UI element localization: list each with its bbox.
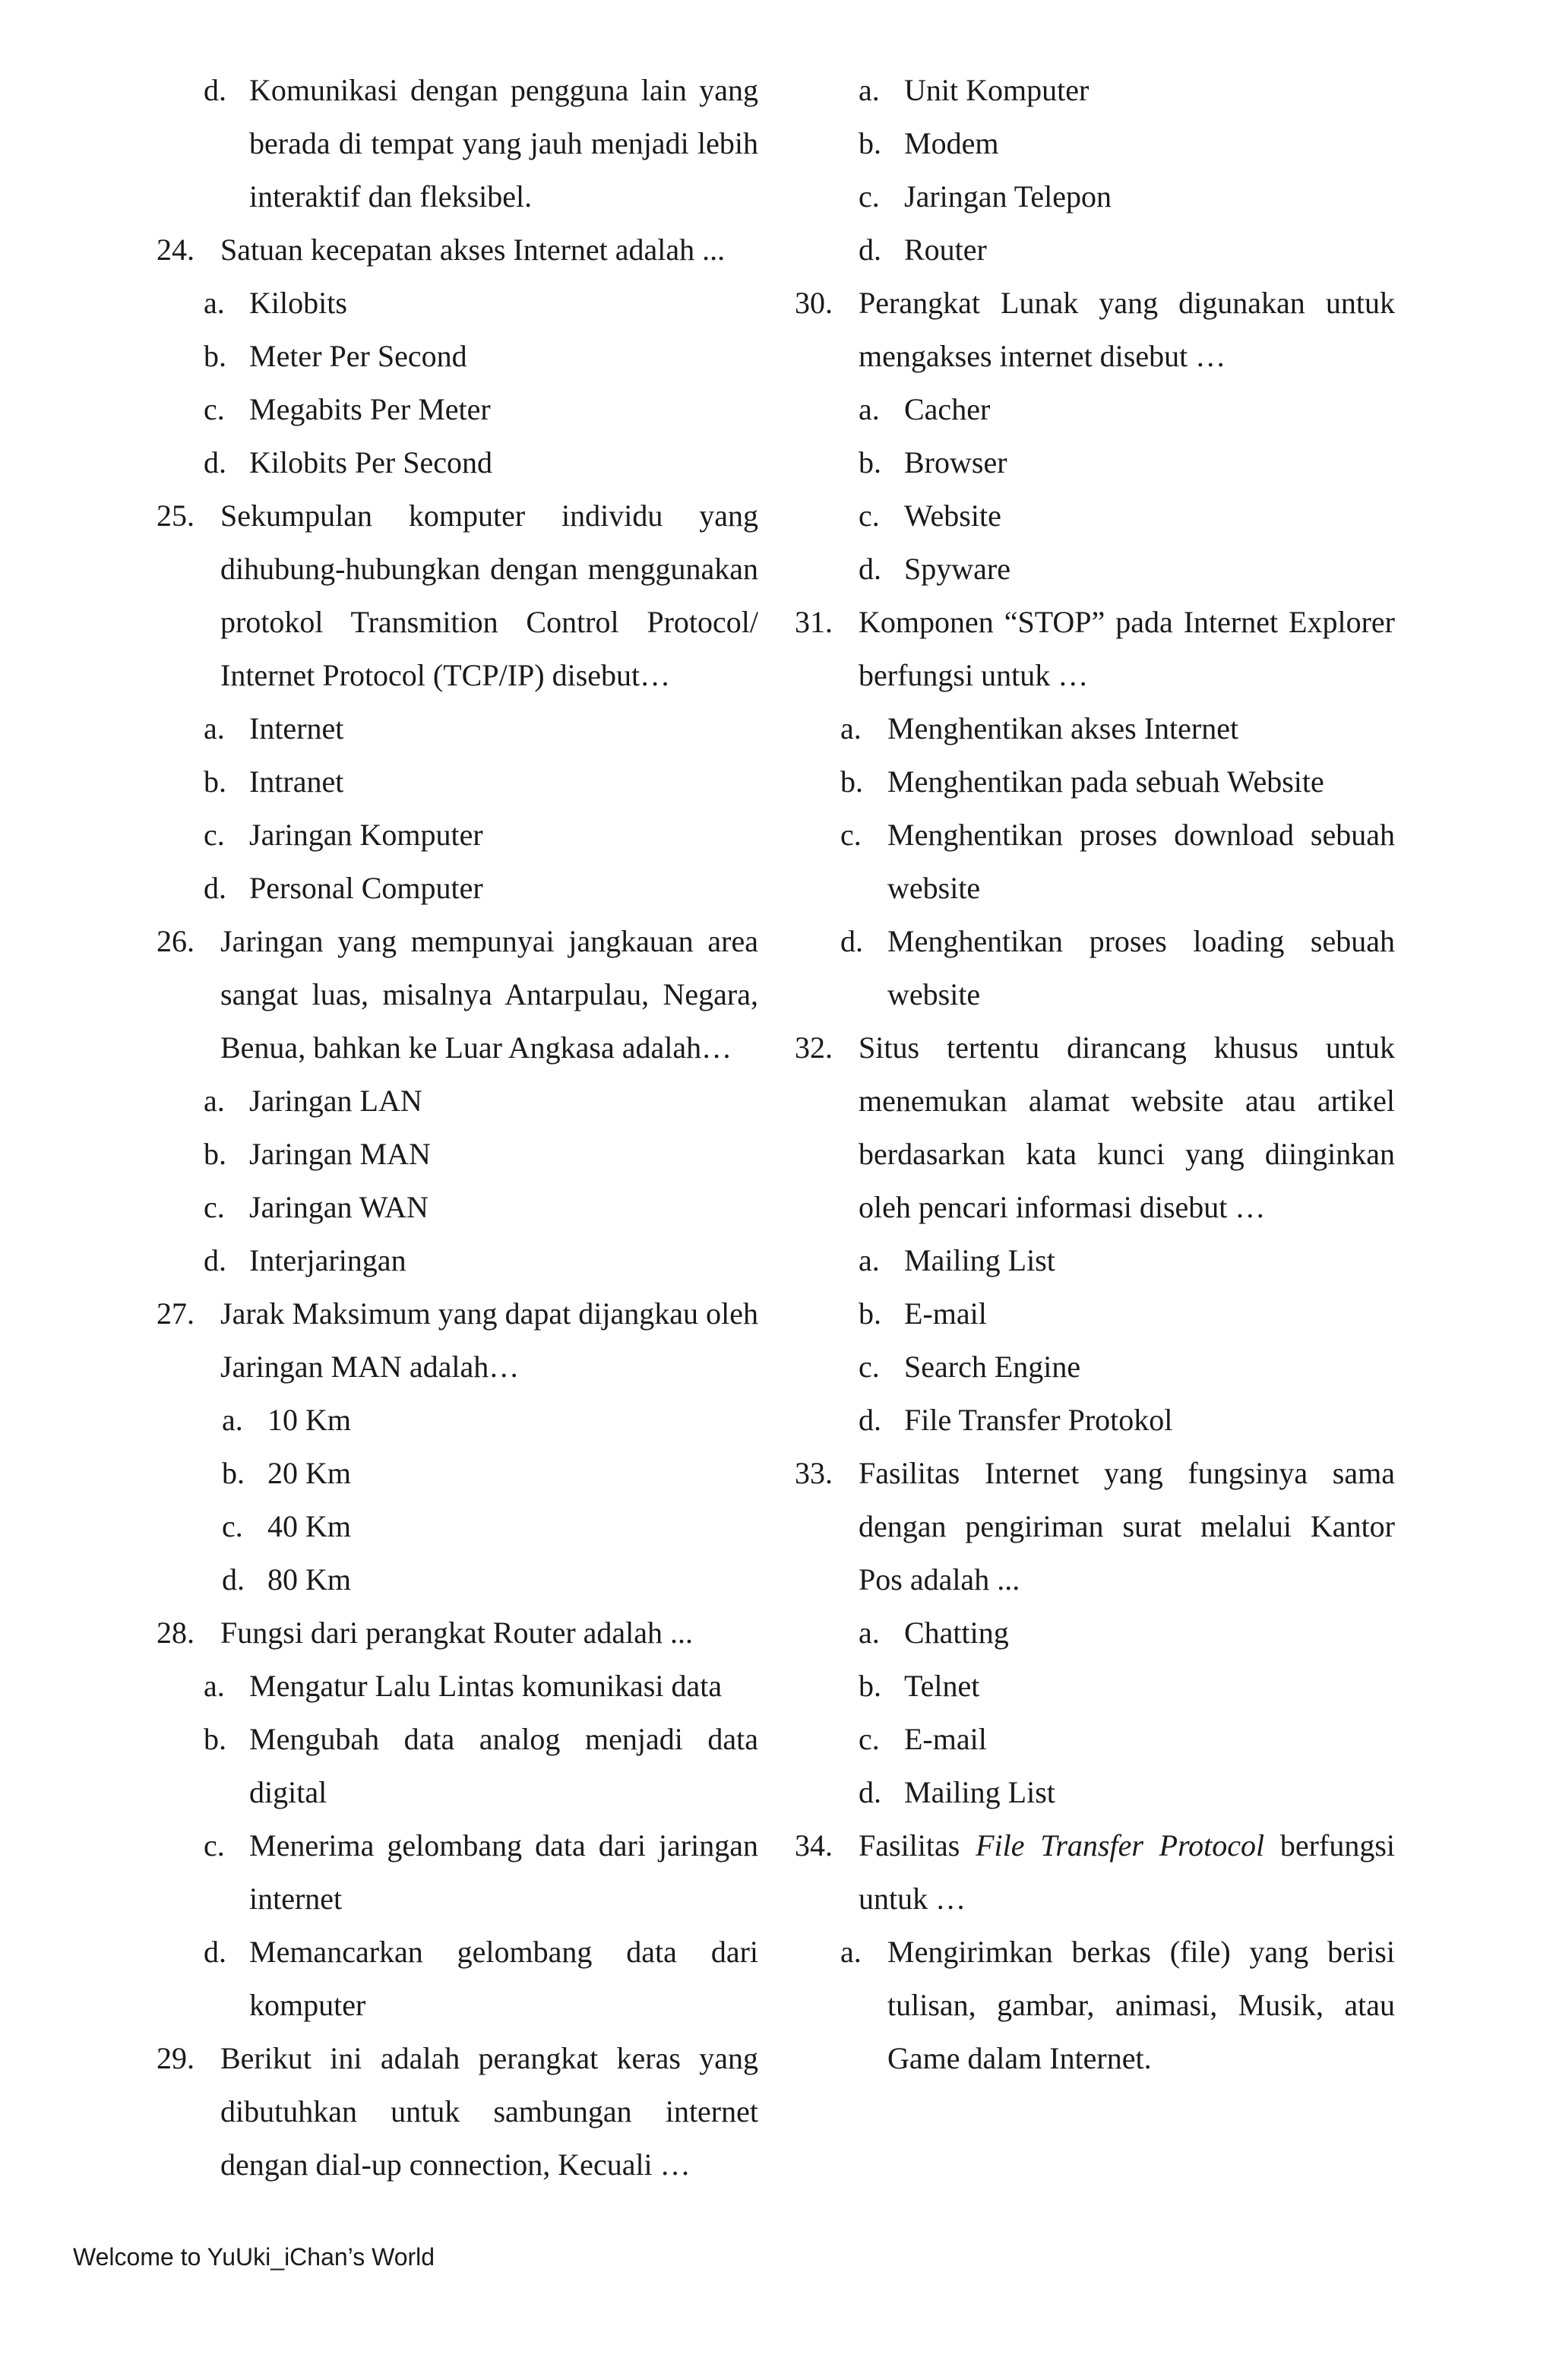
- answer-option: [157, 862, 758, 915]
- question-item: [157, 2032, 758, 2192]
- question-number: 24.: [157, 233, 194, 267]
- answer-option: [795, 1660, 1395, 1713]
- option-text: Menerima gelombang data dari jaringan internet: [249, 1828, 758, 1916]
- question-number: 31.: [795, 605, 833, 639]
- answer-option: [157, 1660, 758, 1713]
- option-letter: c.: [859, 179, 880, 214]
- option-text: Modem: [904, 126, 999, 160]
- question-text: Perangkat Lunak yang digunakan untuk mengakses internet disebut …: [859, 286, 1395, 373]
- option-letter: b.: [204, 339, 226, 373]
- answer-option: [795, 1713, 1395, 1766]
- question-number: 33.: [795, 1456, 833, 1490]
- option-letter: a.: [222, 1403, 243, 1437]
- answer-option: [795, 223, 1395, 277]
- answer-option: [795, 436, 1395, 489]
- option-text: Mengubah data analog menjadi data digital: [249, 1722, 758, 1809]
- answer-option: [157, 277, 758, 330]
- option-text: Website: [904, 498, 1001, 533]
- question-number: 32.: [795, 1030, 833, 1065]
- option-text: Menghentikan proses loading sebuah website: [887, 924, 1395, 1011]
- answer-option: [795, 543, 1395, 596]
- option-text: Menghentikan akses Internet: [887, 711, 1239, 745]
- question-item: [795, 1819, 1395, 1926]
- answer-option: [157, 702, 758, 755]
- option-text: Jaringan LAN: [249, 1084, 422, 1118]
- question-item: [157, 1287, 758, 1394]
- option-letter: b.: [859, 126, 881, 160]
- answer-option: [795, 1234, 1395, 1287]
- question-text-italic: File Transfer Protocol: [976, 1828, 1265, 1863]
- answer-option: [157, 1447, 758, 1500]
- answer-option: [795, 1926, 1395, 2085]
- option-letter: b.: [204, 1722, 226, 1756]
- question-text-part: Fasilitas: [859, 1828, 976, 1863]
- option-text: Komunikasi dengan pengguna lain yang berada di tempat yang jauh menjadi lebih interaktif dan fleksibel.: [249, 73, 758, 214]
- question-number: 28.: [157, 1616, 194, 1650]
- option-text: Meter Per Second: [249, 339, 467, 373]
- option-text: Menghentikan proses download sebuah website: [887, 818, 1395, 905]
- answer-option: [157, 1181, 758, 1234]
- option-letter: c.: [859, 1722, 880, 1756]
- option-text: Kilobits Per Second: [249, 445, 492, 479]
- question-text: Jarak Maksimum yang dapat dijangkau oleh Jaringan MAN adalah…: [220, 1296, 758, 1384]
- question-text: Fasilitas Internet yang fungsinya sama dengan pengiriman surat melalui Kantor Pos adalah ...: [859, 1456, 1395, 1597]
- option-letter: a.: [859, 73, 880, 107]
- option-text: Spyware: [904, 552, 1010, 586]
- option-text: Mailing List: [904, 1775, 1055, 1809]
- option-letter: b.: [859, 445, 881, 479]
- option-letter: d.: [204, 1243, 226, 1277]
- option-text: Jaringan Komputer: [249, 818, 483, 852]
- option-text: E-mail: [904, 1722, 987, 1756]
- option-text: Search Engine: [904, 1350, 1081, 1384]
- question-text: [859, 1819, 1395, 1926]
- answer-option: [157, 1234, 758, 1287]
- option-letter: d.: [859, 1403, 881, 1437]
- option-text: Telnet: [904, 1669, 980, 1703]
- option-text: Mengatur Lalu Lintas komunikasi data: [249, 1669, 723, 1703]
- question-item: [795, 1447, 1395, 1606]
- option-letter: c.: [204, 1828, 225, 1863]
- option-letter: c.: [204, 1190, 225, 1224]
- option-letter: a.: [840, 711, 862, 745]
- answer-option: [157, 809, 758, 862]
- option-letter: a.: [859, 1243, 880, 1277]
- option-text: Megabits Per Meter: [249, 392, 491, 426]
- question-text: Fungsi dari perangkat Router adalah ...: [220, 1616, 694, 1650]
- answer-option: [795, 1287, 1395, 1340]
- answer-option: [795, 170, 1395, 223]
- question-text: Komponen “STOP” pada Internet Explorer berfungsi untuk …: [859, 605, 1395, 692]
- option-letter: c.: [204, 392, 225, 426]
- answer-option: [157, 1926, 758, 2032]
- option-letter: c.: [859, 498, 880, 533]
- answer-option: [795, 1340, 1395, 1394]
- option-text: File Transfer Protokol: [904, 1403, 1173, 1437]
- option-text: Menghentikan pada sebuah Website: [887, 764, 1324, 799]
- option-letter: c.: [840, 818, 862, 852]
- answer-option: [795, 64, 1395, 117]
- option-text: E-mail: [904, 1296, 987, 1331]
- option-letter: c.: [204, 818, 225, 852]
- answer-option: [157, 755, 758, 809]
- question-text: Berikut ini adalah perangkat keras yang dibutuhkan untuk sambungan internet dengan dial-up connection, Kecuali …: [220, 2041, 758, 2182]
- option-text: Jaringan WAN: [249, 1190, 429, 1224]
- option-text: Internet: [249, 711, 344, 745]
- question-number: 30.: [795, 286, 833, 320]
- question-item: [157, 489, 758, 702]
- option-text: 20 Km: [267, 1456, 351, 1490]
- option-letter: d.: [204, 871, 226, 905]
- option-text: Mengirimkan berkas (file) yang berisi tulisan, gambar, animasi, Musik, atau Game dalam Internet.: [887, 1935, 1395, 2075]
- question-number: 26.: [157, 924, 194, 958]
- option-letter: a.: [840, 1935, 862, 1969]
- option-letter: a.: [859, 1616, 880, 1650]
- answer-option: [795, 702, 1395, 755]
- answer-option: [157, 1128, 758, 1181]
- answer-option: [157, 1819, 758, 1926]
- answer-option: [795, 755, 1395, 809]
- option-letter: b.: [840, 764, 863, 799]
- question-text: Sekumpulan komputer individu yang dihubung-hubungkan dengan menggunakan protokol Transmition Control Protocol/ Internet Protocol (TCP/IP) disebut…: [220, 498, 758, 692]
- option-letter: c.: [859, 1350, 880, 1384]
- answer-option: [795, 1766, 1395, 1819]
- option-text: 40 Km: [267, 1509, 351, 1543]
- question-item: [157, 915, 758, 1074]
- left-column: [157, 64, 758, 2192]
- answer-option: [795, 1606, 1395, 1660]
- option-letter: b.: [204, 1137, 226, 1171]
- question-item: [795, 1021, 1395, 1234]
- question-number: 29.: [157, 2041, 194, 2075]
- option-text: Browser: [904, 445, 1007, 479]
- option-text: Memancarkan gelombang data dari komputer: [249, 1935, 758, 2022]
- answer-option: [795, 809, 1395, 915]
- option-letter: a.: [204, 1084, 225, 1118]
- option-letter: a.: [204, 286, 225, 320]
- option-text: 10 Km: [267, 1403, 351, 1437]
- option-letter: a.: [204, 711, 225, 745]
- question-item: [795, 277, 1395, 383]
- page-footer: Welcome to YuUki_iChan’s World: [73, 2243, 435, 2271]
- answer-option: [795, 489, 1395, 543]
- answer-option: [795, 915, 1395, 1021]
- option-text: Chatting: [904, 1616, 1009, 1650]
- option-letter: d.: [222, 1562, 245, 1597]
- question-number: 25.: [157, 498, 194, 533]
- answer-option: [157, 64, 758, 223]
- answer-option: [157, 330, 758, 383]
- option-text: Unit Komputer: [904, 73, 1090, 107]
- option-text: Personal Computer: [249, 871, 483, 905]
- option-text: 80 Km: [267, 1562, 351, 1597]
- option-letter: d.: [204, 73, 226, 107]
- option-letter: c.: [222, 1509, 243, 1543]
- answer-option: [157, 1500, 758, 1553]
- option-letter: d.: [859, 552, 881, 586]
- option-text: Mailing List: [904, 1243, 1055, 1277]
- option-letter: d.: [840, 924, 863, 958]
- answer-option: [795, 383, 1395, 436]
- option-text: Cacher: [904, 392, 991, 426]
- question-text: Jaringan yang mempunyai jangkauan area sangat luas, misalnya Antarpulau, Negara, Benua, bahkan ke Luar Angkasa adalah…: [220, 924, 758, 1065]
- answer-option: [157, 1553, 758, 1606]
- option-letter: d.: [859, 233, 881, 267]
- answer-option: [157, 1074, 758, 1128]
- question-item: [157, 1606, 758, 1660]
- right-column: [795, 64, 1395, 2085]
- option-letter: d.: [204, 445, 226, 479]
- question-text: Situs tertentu dirancang khusus untuk menemukan alamat website atau artikel berdasarkan kata kunci yang diinginkan oleh pencari informasi disebut …: [859, 1030, 1395, 1224]
- answer-option: [157, 1394, 758, 1447]
- answer-option: [795, 1394, 1395, 1447]
- answer-option: [795, 117, 1395, 170]
- answer-option: [157, 1713, 758, 1819]
- answer-option: [157, 436, 758, 489]
- option-letter: b.: [204, 764, 226, 799]
- option-letter: a.: [859, 392, 880, 426]
- option-letter: b.: [859, 1296, 881, 1331]
- question-number: 27.: [157, 1296, 194, 1331]
- question-item: [157, 223, 758, 277]
- option-text: Interjaringan: [249, 1243, 406, 1277]
- option-letter: d.: [859, 1775, 881, 1809]
- answer-option: [157, 383, 758, 436]
- option-text: Intranet: [249, 764, 344, 799]
- option-letter: b.: [859, 1669, 881, 1703]
- option-text: Router: [904, 233, 987, 267]
- option-letter: a.: [204, 1669, 225, 1703]
- option-letter: b.: [222, 1456, 245, 1490]
- option-letter: d.: [204, 1935, 226, 1969]
- option-text: Kilobits: [249, 286, 347, 320]
- question-text: Satuan kecepatan akses Internet adalah ...: [220, 233, 726, 267]
- option-text: Jaringan MAN: [249, 1137, 431, 1171]
- question-text-part: berfungsi untuk …: [859, 1828, 1395, 1916]
- question-item: [795, 596, 1395, 702]
- question-number: 34.: [795, 1828, 833, 1863]
- option-text: Jaringan Telepon: [904, 179, 1112, 214]
